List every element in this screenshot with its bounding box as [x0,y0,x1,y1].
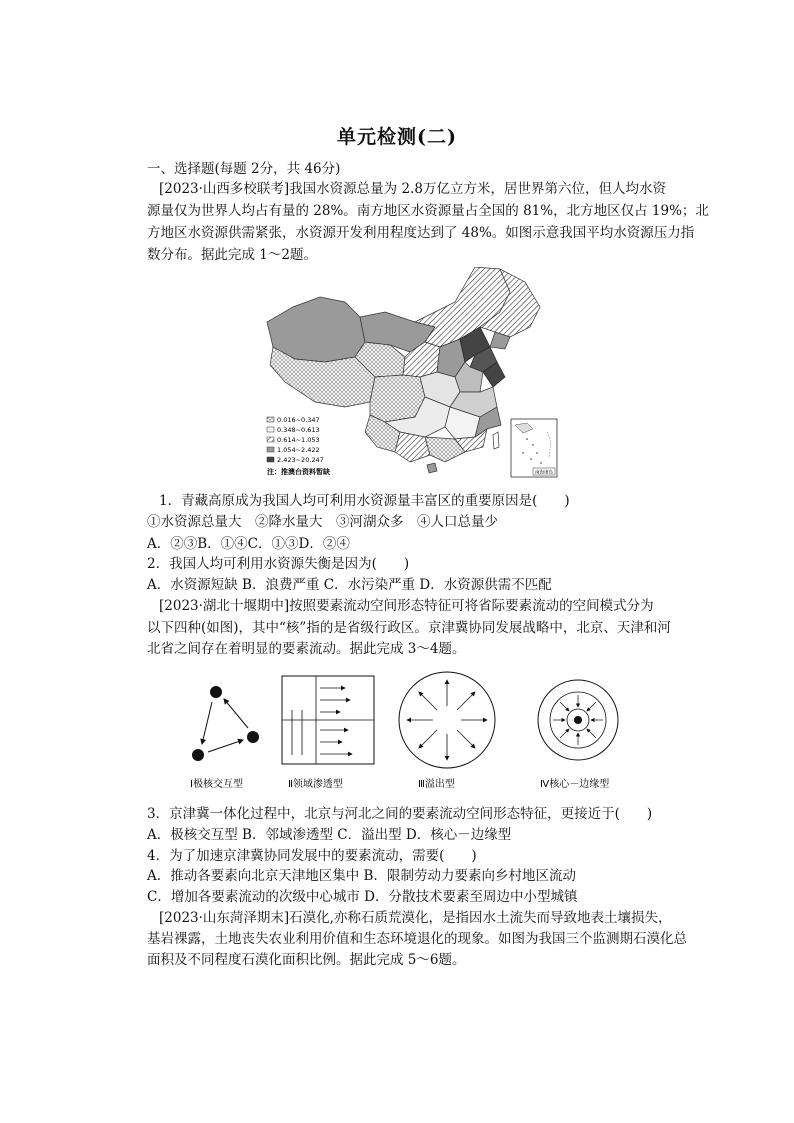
passage1-line: 方地区水资源供需紧张，水资源开发利用程度达到了 48%。如图示意我国平均水资源压力指 [147,225,695,241]
passage3-line: 基岩裸露，土地丧失农业利用价值和生态环境退化的现象。如图为我国三个监测期石漠化总 [147,931,687,947]
passage3-line: 面积及不同程度石漠化面积比例。据此完成 5～6题。 [147,952,466,968]
inset-label: 南海诸岛 [535,470,553,476]
south-china-sea-inset [511,419,557,477]
q4-stem: 4．为了加速京津冀协同发展中的要素流动，需要( ) [147,848,477,864]
diagram-polar-core [190,686,259,790]
diagram-label: Ⅳ核心－边缘型 [540,779,610,790]
q4-options-ab: A．推动各要素向北京天津地区集中 B．限制劳动力要素向乡村地区流动 [147,868,576,884]
map-legend [267,416,330,476]
diagram-core-periphery [538,680,618,790]
legend-label: 0.348~0.613 [277,426,320,434]
passage1-line: 数分布。据此完成 1～2题。 [147,247,317,263]
q1-items: ①水资源总量大 ②降水量大 ③河湖众多 ④人口总量少 [147,514,498,530]
q3-stem: 3．京津冀一体化过程中，北京与河北之间的要素流动空间形态特征，更接近于( ) [147,806,653,822]
legend-label: 1.054~2.422 [277,446,320,454]
map-note: 注：推澳台资料暂缺 [267,468,330,476]
legend-label: 0.016~0.347 [277,416,320,424]
q3-options: A．极核交互型 B．邻域渗透型 C．溢出型 D．核心－边缘型 [147,827,512,843]
q1-stem: 1．青藏高原成为我国人均可利用水资源量丰富区的重要原因是( ) [159,493,570,509]
q1-options: A．②③B．①④C．①③D．②④ [147,536,350,552]
water-stress-map [265,267,560,482]
section-heading: 一、选择题(每题 2分，共 46分) [147,161,341,177]
legend-label: 0.614~1.053 [277,436,320,444]
page-title: 单元检测(二) [337,126,457,148]
passage2-line: 北省之间存在着明显的要素流动。据此完成 3～4题。 [147,641,466,657]
q2-stem: 2．我国人均可利用水资源失衡是因为( ) [147,556,410,572]
diagram-label: Ⅱ领域渗透型 [288,779,343,790]
passage2-line: 以下四种(如图)，其中“核”指的是省级行政区。京津冀协同发展战略中，北京、天津和河 [147,620,671,636]
passage1-line: [2023·山西多校联考]我国水资源总量为 2.8万亿立方米，居世界第六位，但人均水资 [159,181,666,197]
diagram-spillover [399,672,495,790]
q2-options: A．水资源短缺 B．浪费严重 C．水污染严重 D．水资源供需不匹配 [147,577,552,593]
diagram-label: Ⅰ极核交互型 [190,779,243,790]
passage3-line: [2023·山东菏泽期末]石漠化,亦称石质荒漠化，是指因水土流失而导致地表土壤损失， [159,910,672,926]
passage1-line: 源量仅为世界人均占有量的 28%。南方地区水资源量占全国的 81%，北方地区仅占 19%；北 [147,203,709,219]
q4-options-cd: C．增加各要素流动的次级中心城市 D．分散技术要素至周边中小型城镇 [147,889,578,905]
diagram-label: Ⅲ溢出型 [418,779,455,790]
flow-pattern-diagrams [180,670,660,800]
passage2-line: [2023·湖北十堰期中]按照要素流动空间形态特征可将省际要素流动的空间模式分为 [159,598,654,614]
diagram-domain-penetration [282,676,374,790]
legend-label: 2.423~20.247 [277,456,324,464]
